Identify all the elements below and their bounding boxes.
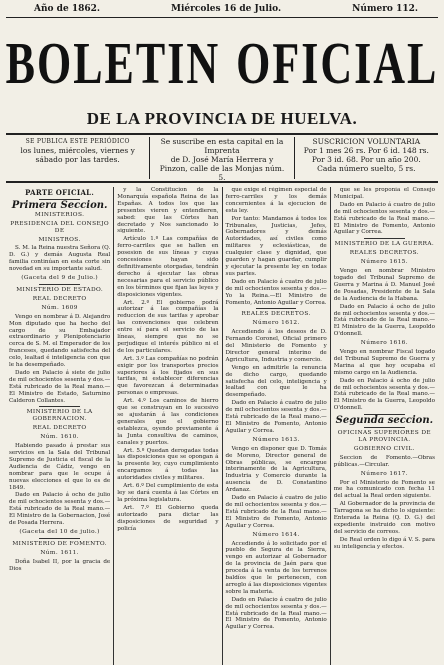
paragraph: Art. 2.º El gobierno podrá autorizar á las compañías la reduccion de sus tarifas y aprobar las convenciones que celebren entre sí para el servicio de las líneas, siempre que no se perjudique el interés público ni el de los particulares. [117, 299, 219, 354]
ministry-heading: MINISTERIO DE FOMENTO. [12, 540, 107, 547]
paragraph: De Real orden lo digo á V. S. para su inteligencia y efectos. [333, 536, 435, 550]
subscription-prices: SUSCRICION VOLUNTARIA Por 1 mes 26 rs. Por 6 id. 148 rs. Por 3 id. 68. Por un año 200. Cada número suelto, 5 rs. [294, 137, 438, 179]
paragraph: Accediendo á lo solicitado por el pueblo de Segura de la Sierra, vengo en autorizar al Gobernador de la provincia de Jaén para que proceda á la venta de los terrenos baldíos que le pertenecen, con arreglo á las disposiciones vigentes sobre la materia. [225, 540, 327, 595]
decree-number: Número 1615. [360, 259, 408, 266]
issue-date: Miércoles 16 de Julio. [171, 4, 282, 14]
top-rule [6, 17, 438, 18]
decree-number: Número 1614. [252, 531, 300, 538]
column-3 [222, 187, 330, 665]
ministry-heading-2: MINISTROS. [38, 236, 81, 243]
masthead-subtitle: DE LA PROVINCIA DE HUELVA. [86, 109, 358, 128]
decree-heading: REALES DECRETOS. [349, 250, 419, 257]
decree-number: Número 1613. [252, 436, 300, 443]
decree-heading: REAL DECRETO [32, 425, 87, 432]
subsection-heading: MINISTERIOS. [34, 211, 85, 218]
paragraph: y la Constitucion de la Monarquía española Reina de las Españas. A todos los que las presentes vieren y entendieren, sabed: que las Córtes han decretado y Nos sancionado lo siguiente. [117, 187, 219, 235]
office-heading: OFICINAS SUPERIORES DE LA PROVINCIA. [337, 430, 432, 443]
office-subheading: GOBIERNO CIVIL. [353, 445, 415, 452]
paragraph: Vengo en nombrar á D. Alejandro Mon diputado que ha hecho del cargo de su Embajador extraordinario y Plenipotenciario cerca de S. M. el Emperador de los franceses, quedando satisfecha del celo, lealtad é inteligencia con que le ha desempeñado. [9, 313, 111, 369]
divider [364, 238, 405, 239]
paragraph: Dado en Palacio á ocho de julio de mil ochocientos sesenta y dos.—Está rubricado de la Real mano.—El Ministro de la Guerra, Leopoldo O'donnell. [333, 377, 435, 412]
article-columns [6, 187, 438, 665]
decree-number: Núm. 1610. [40, 434, 79, 441]
divider [39, 538, 80, 539]
section-title: Primera Seccion. [11, 199, 108, 211]
decree-number: Número 1617. [360, 470, 408, 477]
paragraph: Vengo en nombrar Ministro togado del Tribunal Supremo de Guerra y Marina á D. Manuel José de Posadas, Presidente de la Sala de la Audiencia de la Habana. [333, 268, 435, 302]
publication-info-bar [6, 133, 438, 183]
issue-number: Número 112. [352, 4, 418, 14]
publication-days: SE PUBLICA ESTE PERIÓDICO los lunes, miércoles, viernes y sábado por las tardes. [20, 138, 135, 164]
paragraph: Dado en Palacio á cuatro de julio de mil ochocientos sesenta y dos.—Está rubricado de la Real mano.—El Ministro de Fomento, Antonio Aguilar y Correa. [225, 495, 327, 529]
ministry-heading: MINISTERIO DE LA GUERRA. [334, 241, 435, 248]
paragraph: Dado en Palacio á ocho de julio de mil ochocientos sesenta y dos.—Está rubricado de la Real mano.—El Ministro de la Gobernacion, José de Posada Herrera. [9, 492, 111, 527]
masthead-left-word: BOLETIN [5, 29, 221, 97]
divider [39, 406, 80, 407]
paragraph: Art. 6.º Del cumplimiento de esta ley se dará cuenta á las Córtes en la próxima legislatura. [117, 483, 219, 503]
paragraph: que se les proponía el Consejo Municipal. [333, 187, 435, 200]
section-heading: PARTE OFICIAL. [25, 188, 95, 197]
decree-heading: REAL DECRETO [32, 295, 87, 302]
decree-number: Núm. 1609 [41, 304, 78, 311]
paragraph: Artículo 1.º Las compañías de ferro-carriles que se hallen en posesion de sus líneas y cuyas concesiones hayan sido definitivamente otorgadas, tendrán derecho á ejecutar las obras necesarias para el servicio público en los términos que fijan las leyes y disposiciones vigentes. [117, 236, 219, 298]
divider [39, 284, 80, 285]
paragraph: Accediendo á los deseos de D. Fernando Coronel, Oficial primero del Ministerio de Fomento y Director general interino de Agricultura, Industria y comercio. [225, 329, 327, 363]
paragraph: Por el Ministerio de Fomento se me ha comunicado con fecha 11 del actual la Real orden siguiente. [333, 479, 435, 500]
paragraph: Dado en Palacio á siete de julio de mil ochocientos sesenta y dos.—Está rubricado de la Real mano.—El Ministro de Estado, Saturnino Calderon Collantes. [9, 369, 111, 404]
paragraph: Dado en Palacio á ocho de julio de mil ochocientos sesenta y dos.—Está rubricado de la Real mano.—El Ministro de la Guerra, Leopoldo O'donnell. [333, 303, 435, 338]
decree-number: Núm. 1611. [40, 549, 79, 556]
divider [364, 427, 405, 428]
paragraph: Seccion de Fomento.—Obras públicas.—Circular. [333, 454, 435, 468]
issue-line [6, 2, 438, 16]
paragraph: Dado en Palacio á cuatro de julio de mil ochocientos sesenta y dos.—Yo la Reina.—El Ministro de Fomento, Antonio Aguilar y Correa. [225, 278, 327, 306]
paragraph: Habiendo pasado á prestar sus servicios en la Sala del Tribunal Supremo de Justicia el fiscal de la Audiencia de Cádiz, vengo en nombrar para que le ocupe á nuevas elecciones el que lo es de 1849. [9, 443, 111, 491]
ministry-heading: MINISTERIO DE LA GOBERNACION. [26, 409, 93, 423]
paragraph: Doña Isabel II, por la gracia de Dios [9, 558, 111, 572]
paragraph: Vengo en disponer que D. Tomás de Moreno, Director general de Obras públicas, se encargue interinamente de la Agricultura, Industria y Comercio durante la ausencia de D. Constantino Ardanaz. [225, 445, 327, 494]
paragraph: Dado en Palacio á cuatro de julio de mil ochocientos sesenta y dos.—Está rubricado de la Real mano.—El Ministro de Fomento, Antonio Aguilar y Correa. [225, 596, 327, 631]
gazette-ref: (Gaceta del 10 de julio.) [19, 528, 100, 535]
decree-number: Número 1616. [360, 340, 408, 347]
paragraph: Art. 4.º Los caminos de hierro que se construyan en lo sucesivo se ajustarán á las condiciones generales que el gobierno establezca, oyendo previamente á la Junta consultiva de caminos, canales y puertos. [117, 398, 219, 446]
subscription-place: Se suscribe en esta capital en la Imprenta de D. José María Herrera y Pinzon, calle de las Monjas núm. 5. [149, 137, 293, 179]
paragraph: Vengo en admitirle la renuncia de dicho cargo, quedando satisfecha del celo, inteligencia y lealtad con que le ha desempeñado. [225, 364, 327, 399]
gazette-ref: (Gaceta del 9 de Julio.) [21, 275, 99, 282]
paragraph: Art. 7.º El Gobierno queda autorizado para dictar las disposiciones de seguridad y policía [117, 504, 219, 532]
issue-year: Año de 1862. [34, 4, 100, 14]
paragraph: Vengo en nombrar Fiscal togado del Tribunal Supremo de Guerra y Marina al que hoy ocupaba el mismo cargo en la Audiencia. [333, 349, 435, 376]
masthead-right-word: OFICIAL [236, 29, 439, 97]
paragraph: Art. 3.º Las compañías no podrán exigir por los transportes precios superiores á los fijados en sus tarifas, ni establecer diferencias que favorezcan á determinadas personas o empresas. [117, 355, 219, 397]
column-4 [330, 187, 438, 665]
paragraph: Al Gobernador de la provincia de Tarragona se ha dicho lo siguiente: Enterada la Reina (Q. D. G.) del expediente instruido con motivo del servicio de correos. [333, 501, 435, 535]
section-title: Segunda seccion. [335, 415, 434, 427]
paragraph: que exige el régimen especial de ferro-carriles y los demás concernientes á la ejecucion de esta ley. [225, 187, 327, 214]
paragraph: Dado en Palacio á cuatro de julio de mil ochocientos sesenta y dos.—Está rubricado de la Real mano.—El Ministro de Fomento, Antonio Aguilar y Correa. [225, 400, 327, 434]
paragraph: S. M. la Reina nuestra Señora (Q. D. G.) y demás Augusta Real familia continúan en esta corte sin novedad en su importante salud. [9, 245, 111, 273]
column-1 [6, 187, 113, 665]
ministry-heading: PRESIDENCIA DEL CONSEJO DE [10, 220, 110, 234]
paragraph: Por tanto: Mandamos á todos los Tribunales, Justicias, Jefes, Gobernadores y demás Autoridades, así civiles como militares y eclesiásticas, de cualquier clase y dignidad, que guarden y hagan guardar, cumplir y ejecutar la presente ley en todas sus partes. [225, 215, 327, 277]
paragraph: Dado en Palacio á cuatro de julio de mil ochocientos sesenta y dos.—Está rubricado de la Real mano.—El Ministro de Fomento, Antonio Aguilar y Correa. [333, 201, 435, 236]
paragraph: Art. 5.º Quedan derogadas todas las disposiciones que se opongan á la presente ley, cuyo cumplimiento encargamos á todas las autoridades civiles y militares. [117, 447, 219, 482]
divider [256, 308, 297, 309]
ministry-heading: MINISTERIO DE ESTADO. [16, 286, 104, 293]
column-2 [113, 187, 221, 665]
decree-heading: REALES DECRETOS. [241, 311, 311, 318]
masthead [6, 19, 438, 107]
decree-number: Número 1612. [252, 320, 300, 327]
